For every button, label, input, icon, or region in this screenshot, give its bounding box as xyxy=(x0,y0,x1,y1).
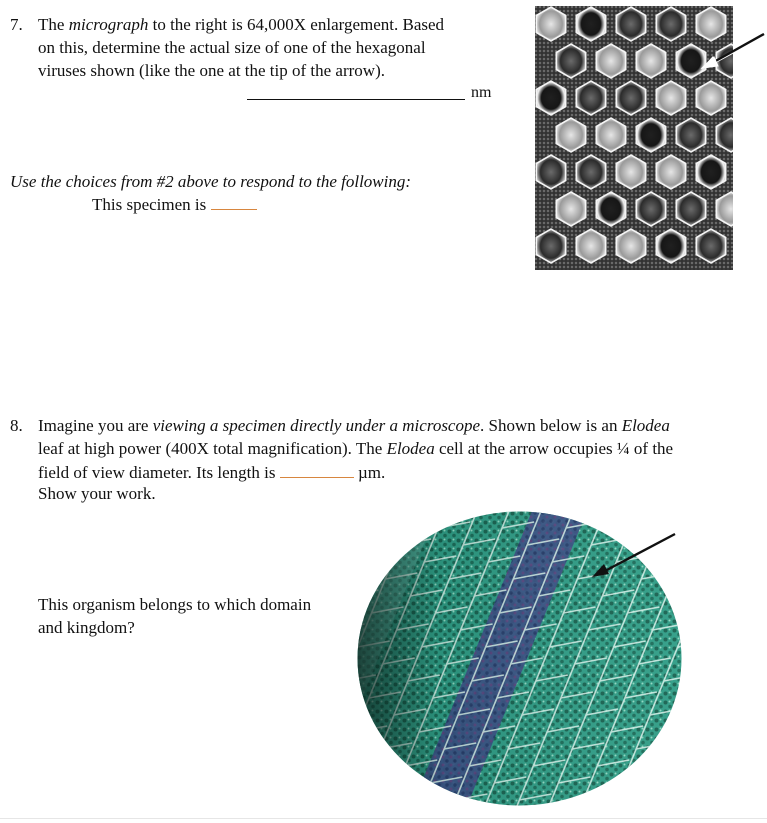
q8-l1-italic: viewing a specimen directly under a microscope xyxy=(152,416,481,435)
virus-particle xyxy=(616,7,645,41)
virus-particle xyxy=(636,118,665,152)
virus-particle xyxy=(656,81,685,115)
virus-particle xyxy=(576,81,605,115)
virus-particle xyxy=(536,229,565,263)
virus-particle xyxy=(676,192,705,226)
cell-wall xyxy=(661,760,682,766)
cell-wall xyxy=(360,556,392,562)
choices-statement: This specimen is xyxy=(92,195,211,214)
q7-answer-line[interactable] xyxy=(247,84,465,100)
cell-wall xyxy=(391,794,423,800)
cell-wall xyxy=(357,539,367,545)
domain-question-line-1: This organism belongs to which domain xyxy=(38,595,312,614)
virus-particle xyxy=(656,229,685,263)
q7-text-italic: micrograph xyxy=(68,15,149,34)
q7-line-3: viruses shown (like the one at the tip of the arrow). xyxy=(38,61,385,80)
virus-particle xyxy=(556,192,585,226)
page-bottom-rule xyxy=(0,818,767,819)
cell-wall xyxy=(666,590,682,596)
virus-particle xyxy=(636,44,665,78)
q7-line-2: on this, determine the actual size of one of the hexagonal xyxy=(38,38,426,57)
elodea-arrow xyxy=(585,530,680,582)
q8-l2-a: leaf at high power (400X total magnification). The xyxy=(38,439,387,458)
virus-particle xyxy=(576,7,605,41)
virus-particle xyxy=(616,155,645,189)
virus-particle xyxy=(536,7,565,41)
virus-particle xyxy=(596,44,625,78)
q8-l1-b: . Shown below is an xyxy=(480,416,622,435)
cell-wall xyxy=(357,760,373,766)
q8-number: 8. xyxy=(10,416,23,435)
q8-line-4: Show your work. xyxy=(38,484,156,503)
cell-wall xyxy=(675,726,682,732)
virus-particle xyxy=(596,192,625,226)
cell-wall xyxy=(680,556,682,562)
q8-line-2 xyxy=(38,438,673,460)
virus-particle xyxy=(696,229,725,263)
cell-length-blank[interactable] xyxy=(280,461,354,478)
cell-wall xyxy=(357,794,359,800)
virus-arrow xyxy=(700,30,767,75)
virus-particle xyxy=(636,192,665,226)
q8-l3-unit: µm. xyxy=(353,463,386,482)
virus-particle xyxy=(576,229,605,263)
virus-particle xyxy=(536,155,565,189)
cell-wall xyxy=(583,794,615,800)
cell-wall xyxy=(647,794,679,800)
choices-statement-row xyxy=(92,193,257,216)
virus-particle xyxy=(556,118,585,152)
virus-particle xyxy=(556,44,585,78)
q8-l2-b: cell at the arrow occupies ¼ of the xyxy=(434,439,674,458)
cell-wall xyxy=(366,777,398,783)
q7-number: 7. xyxy=(10,15,23,34)
q7-line-1 xyxy=(38,14,444,36)
virus-particle xyxy=(656,7,685,41)
cell-wall xyxy=(357,709,362,715)
q7-text-2: to the right is 64,000X enlargement. Based xyxy=(148,15,445,34)
virus-particle xyxy=(576,155,605,189)
cell-wall xyxy=(622,777,654,783)
q8-l2-italic: Elodea xyxy=(386,439,435,458)
virus-particle xyxy=(616,81,645,115)
virus-particle xyxy=(676,118,705,152)
q8-l3-a: field of view diameter. Its length is xyxy=(38,463,280,482)
virus-particle xyxy=(696,155,725,189)
q8-line-1 xyxy=(38,415,670,437)
virus-particle xyxy=(596,118,625,152)
q7-text-1: The xyxy=(38,15,69,34)
domain-question-line-2: and kingdom? xyxy=(38,618,135,637)
specimen-answer-blank[interactable] xyxy=(211,193,257,210)
q8-l1-italic2: Elodea xyxy=(621,416,670,435)
virus-particle xyxy=(616,229,645,263)
virus-particle xyxy=(536,81,565,115)
virus-particle xyxy=(696,81,725,115)
cell-wall xyxy=(374,522,406,528)
virus-particle xyxy=(656,155,685,189)
cell-wall xyxy=(630,522,662,528)
q7-unit: nm xyxy=(471,84,492,101)
q8-l1-a: Imagine you are xyxy=(38,416,153,435)
choices-prompt: Use the choices from #2 above to respond to the following: xyxy=(10,172,412,191)
q8-line-3 xyxy=(38,461,385,484)
